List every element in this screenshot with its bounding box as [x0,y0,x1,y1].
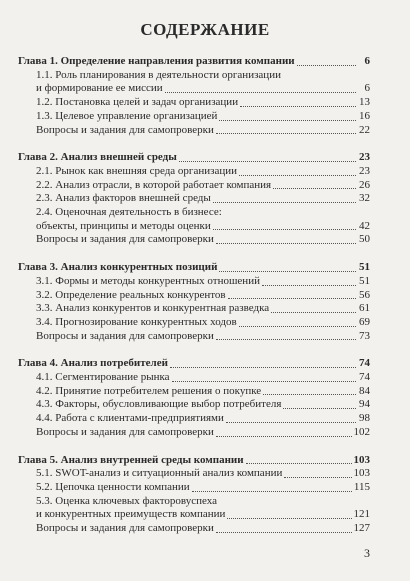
section-title: Вопросы и задания для самопроверки [36,425,214,438]
page-ref: 26 [359,178,370,191]
page-ref: 16 [359,109,370,122]
toc-entry[interactable] [18,330,370,344]
section-title: 4.1. Сегментирование рынка [36,371,170,384]
page-ref: 6 [364,82,370,95]
page-ref: 74 [359,371,370,384]
toc-entry[interactable] [18,82,370,96]
chapter-title: Глава 5. Анализ внутренней среды компании [18,453,244,466]
toc-entry[interactable] [18,412,370,426]
section-title: 3.3. Анализ конкурентов и конкурентная разведка [36,302,270,315]
toc-entry[interactable] [18,289,370,303]
chapter-heading[interactable] [18,261,370,275]
page-ref: 32 [359,192,370,205]
toc-entry[interactable] [18,220,370,234]
section-title: Вопросы и задания для самопроверки [36,123,214,136]
toc-entry[interactable] [18,481,370,495]
dot-leader [165,92,356,93]
section-title: 2.2. Анализ отрасли, в которой работает компания [36,178,272,191]
chapter-2 [18,151,370,247]
toc-entry[interactable] [18,233,370,247]
dot-leader [213,202,356,203]
page-ref: 69 [359,315,370,328]
dot-leader [216,436,352,437]
dot-leader [213,229,356,230]
page-ref: 23 [359,164,370,177]
section-title: 4.4. Работа с клиентами-предприятиями [36,412,224,425]
page-ref: 6 [364,55,370,67]
toc-entry[interactable] [18,508,370,522]
dot-leader [216,133,356,134]
section-title-line: 1.1. Роль планирования в деятельности организации [36,68,281,81]
page-ref: 22 [359,123,370,136]
page-ref: 50 [359,233,370,246]
section-title: 1.2. Постановка целей и задач организации [36,96,239,109]
section-title: объекты, принципы и методы оценки [36,219,211,232]
dot-leader [273,188,356,189]
chapter-title: Глава 3. Анализ конкурентных позиций [18,261,218,274]
page-ref: 103 [353,453,370,466]
section-title: 2.3. Анализ факторов внешней среды [36,192,211,205]
toc-entry[interactable] [18,467,370,481]
section-title: 5.1. SWOT-анализ и ситуационный анализ компании [36,467,283,480]
dot-leader [246,463,352,464]
page-ref: 103 [353,467,370,480]
page-ref: 56 [359,288,370,301]
chapter-3 [18,261,370,343]
section-title: Вопросы и задания для самопроверки [36,329,214,342]
chapter-5 [18,454,370,536]
dot-leader [228,298,356,299]
chapter-heading[interactable] [18,357,370,371]
page-ref: 74 [359,357,370,370]
section-title: 3.1. Формы и методы конкурентных отношений [36,274,260,287]
page-ref: 42 [359,219,370,232]
toc-entry[interactable] [18,371,370,385]
section-title: 1.3. Целевое управление организацией [36,109,218,122]
toc-entry[interactable] [18,110,370,124]
toc-entry[interactable] [18,192,370,206]
toc-entry[interactable] [18,165,370,179]
dot-leader [239,326,356,327]
toc-entry[interactable] [18,275,370,289]
toc-entry[interactable] [18,179,370,193]
page-ref: 84 [359,384,370,397]
dot-leader [271,312,356,313]
dot-leader [179,161,356,162]
page-title: СОДЕРЖАНИЕ [140,20,270,39]
dot-leader [170,367,356,368]
dot-leader [262,285,356,286]
toc-entry[interactable] [18,426,370,440]
toc-entry[interactable] [18,302,370,316]
dot-leader [216,339,356,340]
section-title: и формирование ее миссии [36,82,163,95]
dot-leader [216,243,356,244]
dot-leader [283,408,356,409]
table-of-contents [18,55,370,550]
dot-leader [263,394,356,395]
page-ref: 127 [353,522,370,535]
section-title: 4.3. Факторы, обусловливающие выбор потребителя [36,398,282,411]
toc-entry[interactable] [18,316,370,330]
section-title: Вопросы и задания для самопроверки [36,522,214,535]
section-title: 3.4. Прогнозирование конкурентных ходов [36,315,237,328]
section-title: 2.1. Рынок как внешняя среда организации [36,164,237,177]
section-title: 3.2. Определение реальных конкурентов [36,288,226,301]
section-title: 5.2. Цепочка ценности компании [36,480,190,493]
dot-leader [239,175,356,176]
toc-entry[interactable] [18,96,370,110]
toc-entry[interactable] [18,398,370,412]
chapter-heading[interactable] [18,151,370,165]
page-ref: 51 [359,261,370,274]
page-ref: 94 [359,398,370,411]
dot-leader [297,65,356,66]
page-ref: 73 [359,329,370,342]
page-ref: 61 [359,302,370,315]
page-ref: 115 [353,480,370,493]
dot-leader [219,271,356,272]
page-number: 3 [364,546,370,560]
chapter-4 [18,357,370,439]
section-title-line: 5.3. Оценка ключевых факторовуспеха [36,494,217,507]
page-ref: 102 [353,425,370,438]
toc-entry[interactable] [18,522,370,536]
dot-leader [192,491,352,492]
dot-leader [216,532,352,533]
page-ref: 51 [359,274,370,287]
page-ref: 121 [353,508,370,521]
dot-leader [284,477,351,478]
section-title: Вопросы и задания для самопроверки [36,233,214,246]
toc-entry[interactable] [18,385,370,399]
chapter-heading[interactable] [18,454,370,468]
section-title: и конкурентных преимуществ компании [36,508,226,521]
toc-entry[interactable] [18,124,370,138]
chapter-title: Глава 4. Анализ потребителей [18,357,168,370]
chapter-title: Глава 2. Анализ внешней среды [18,151,177,164]
chapter-title: Глава 1. Определение направления развития компании [18,55,295,67]
section-title: 4.2. Принятие потребителем решения о покупке [36,384,262,397]
page-ref: 13 [359,96,370,109]
dot-leader [226,422,356,423]
chapter-1 [18,55,370,137]
chapter-heading[interactable] [18,55,370,69]
dot-leader [227,518,351,519]
page-ref: 98 [359,412,370,425]
dot-leader [172,381,356,382]
dot-leader [240,106,356,107]
section-title-line: 2.4. Оценочная деятельность в бизнесе: [36,206,222,219]
dot-leader [219,120,356,121]
page-ref: 23 [359,151,370,164]
